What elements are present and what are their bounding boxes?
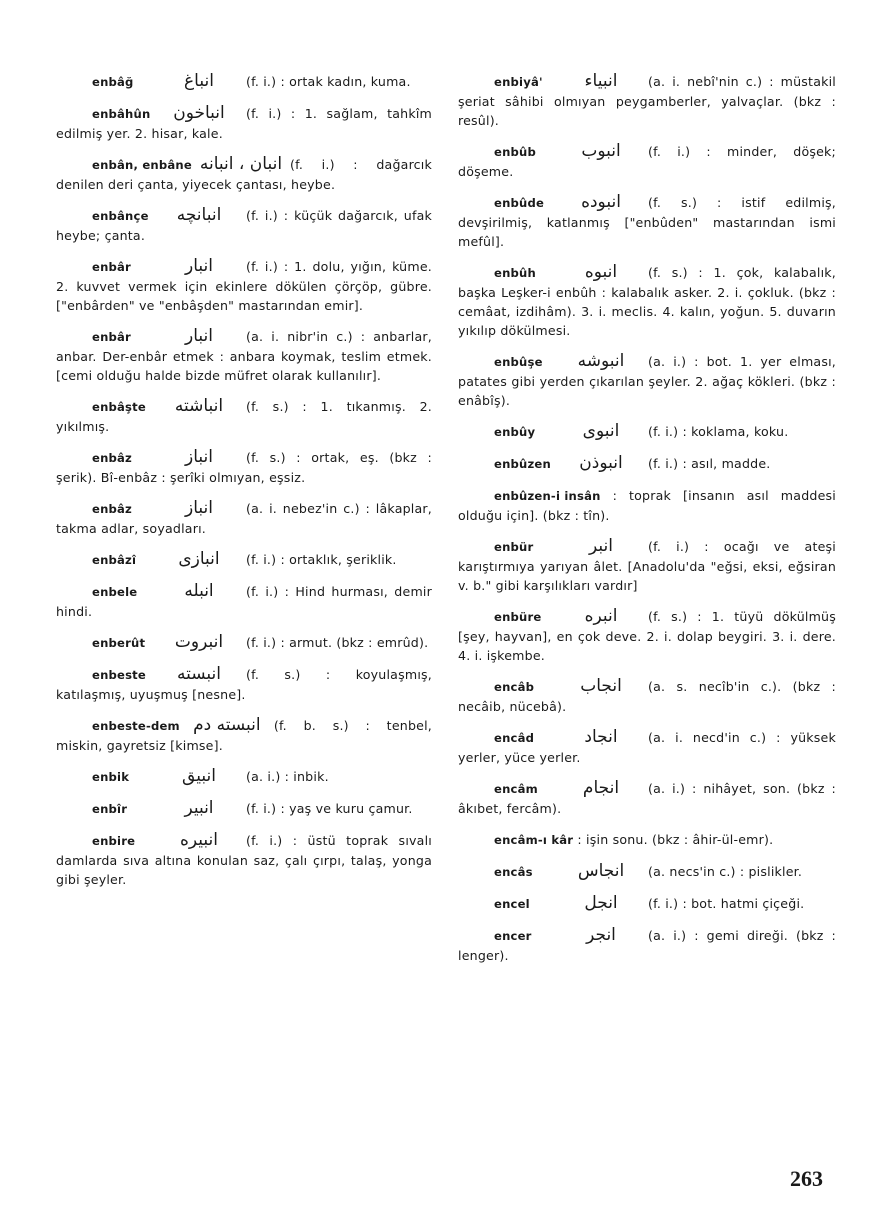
entry-arabic-script: انبسته دم: [193, 715, 261, 735]
entry-headword: enbûzen-i insân: [494, 489, 601, 503]
dictionary-entry: [56, 104, 432, 143]
dictionary-entry: [56, 716, 432, 755]
entry-arabic-script: انبیق: [182, 766, 216, 786]
dictionary-entry: [56, 767, 432, 787]
dictionary-entry: [458, 263, 836, 340]
entry-definition: (f. i.) : minder, döşek; döşeme.: [458, 144, 836, 179]
entry-headword: encâm-ı kâr: [494, 833, 574, 847]
entry-definition: (a. i. nibr'in c.) : anbarlar, anbar. Der-enbâr etmek : anbara koymak, teslim etmek. [cemi olduğu halde bizde müfret olarak kullanılır].: [56, 329, 432, 383]
entry-definition: (f. i.) : asıl, madde.: [648, 456, 771, 471]
dictionary-entry: [56, 499, 432, 538]
entry-arabic-script: انجر: [586, 925, 616, 945]
entry-headword: enbûde: [494, 196, 545, 210]
dictionary-entry: [56, 633, 432, 653]
entry-headword: enbân, enbâne: [92, 158, 192, 172]
entry-arabic-script: انبوذن: [579, 453, 623, 473]
entry-arabic-script: انبر: [589, 536, 613, 556]
dictionary-entry: [458, 830, 836, 850]
entry-headword: encâs: [494, 865, 533, 879]
entry-definition: (f. i.) : yaş ve kuru çamur.: [246, 801, 413, 816]
entry-headword: enberût: [92, 636, 146, 650]
dictionary-entry: [56, 448, 432, 487]
entry-arabic-script: انبله: [184, 581, 214, 601]
entry-arabic-script: انجاد: [584, 727, 618, 747]
entry-definition: (f. i.) : Hind hurması, demir hindi.: [56, 584, 432, 619]
dictionary-entry: [458, 728, 836, 767]
entry-definition: (f. i.) : armut. (bkz : emrûd).: [246, 635, 429, 650]
entry-arabic-script: انجل: [584, 893, 618, 913]
entry-arabic-script: انبیاء: [584, 71, 618, 91]
entry-arabic-script: انباغ: [184, 71, 214, 91]
dictionary-entry: [458, 486, 836, 525]
page-number: 263: [790, 1166, 823, 1191]
entry-headword: enbâhûn: [92, 107, 151, 121]
entry-headword: enbâğ: [92, 75, 134, 89]
entry-headword: encer: [494, 929, 532, 943]
entry-arabic-script: انبوی: [582, 421, 620, 441]
entry-headword: enbele: [92, 585, 138, 599]
dictionary-entry: [458, 779, 836, 818]
entry-arabic-script: انجاس: [577, 861, 625, 881]
dictionary-entry: [56, 72, 432, 92]
entry-headword: enbâr: [92, 260, 131, 274]
entry-arabic-script: انبوب: [581, 141, 621, 161]
entry-definition: (f. i.) : 1. sağlam, tahkîm edilmiş yer. 2. hisar, kale.: [56, 106, 432, 141]
entry-headword: enbûb: [494, 145, 536, 159]
entry-headword: enbûh: [494, 266, 536, 280]
entry-headword: enbîr: [92, 802, 128, 816]
entry-headword: enbûy: [494, 425, 536, 439]
entry-definition: (f. s.) : 1. tüyü dökülmüş [şey, hayvan], en çok deve. 2. i. dolap beygiri. 3. i. dere. 4. i. işkembe.: [458, 609, 836, 663]
dictionary-entry: [458, 894, 836, 914]
entry-definition: (f. i.) : 1. dolu, yığın, küme. 2. kuvvet vermek için ekinlere dökülen çörçöp, gübre. ["enbârden" ve "enbâşden" mastarından emir].: [56, 259, 432, 313]
dictionary-entry: [56, 397, 432, 436]
entry-headword: enbâz: [92, 502, 132, 516]
entry-headword: enbire: [92, 834, 136, 848]
entry-definition: (a. i. nebî'nin c.) : müstakil şeriat sâhibi olmıyan peygamberler, yalvaçlar. (bkz : resûl).: [458, 74, 836, 128]
entry-definition: (f. s.) : koyulaşmış, katılaşmış, uyuşmuş [nesne].: [56, 667, 432, 702]
entry-arabic-script: انبازی: [178, 549, 220, 569]
entry-definition: (f. i.) : ocağı ve ateşi karıştırmıya yarıyan âlet. [Anadolu'da "eğsi, eksi, eğsiran v. b." gibi karşılıkları vardır]: [458, 539, 836, 593]
entry-arabic-script: انبار: [185, 256, 213, 276]
entry-arabic-script: انبروت: [174, 632, 224, 652]
entry-definition: (f. i.) : dağarcık denilen deri çanta, yiyecek çantası, heybe.: [56, 157, 432, 192]
entry-definition: (f. s.) : istif edilmiş, devşirilmiş, katlanmış ["enbûden" mastarından ismi mefûl].: [458, 195, 836, 249]
entry-arabic-script: انجاب: [580, 676, 622, 696]
entry-headword: enbiyâ': [494, 75, 543, 89]
dictionary-entry: [458, 72, 836, 130]
entry-headword: enbûzen: [494, 457, 551, 471]
dictionary-entry: [458, 193, 836, 251]
dictionary-entry: [56, 665, 432, 704]
entry-arabic-script: انبار: [185, 326, 213, 346]
entry-definition: : toprak [insanın asıl maddesi olduğu için]. (bkz : tîn).: [458, 488, 836, 523]
entry-arabic-script: انبیر: [184, 798, 214, 818]
entry-definition: (f. i.) : ortak kadın, kuma.: [246, 74, 411, 89]
entry-definition: (a. i. necd'in c.) : yüksek yerler, yüce yerler.: [458, 730, 836, 765]
entry-definition: (a. i.) : nihâyet, son. (bkz : âkıbet, fercâm).: [458, 781, 836, 816]
dictionary-entry: [458, 926, 836, 965]
dictionary-entry: [458, 537, 836, 595]
entry-headword: encâd: [494, 731, 535, 745]
entry-headword: enbik: [92, 770, 130, 784]
left-column: [56, 72, 432, 901]
entry-definition: (a. i.) : gemi direği. (bkz : lenger).: [458, 928, 836, 963]
entry-definition: (a. s. necîb'in c.). (bkz : necâib, nücebâ).: [458, 679, 836, 714]
entry-headword: enbüre: [494, 610, 542, 624]
dictionary-entry: [458, 862, 836, 882]
entry-definition: (f. i.) : üstü toprak sıvalı damlarda sıva altına konulan saz, çalı çırpı, talaş, yonga gibi şeyler.: [56, 833, 432, 887]
dictionary-entry: [458, 422, 836, 442]
entry-headword: encâb: [494, 680, 535, 694]
entry-headword: enbür: [494, 540, 534, 554]
entry-definition: (f. i.) : bot. hatmi çiçeği.: [648, 896, 805, 911]
dictionary-entry: [458, 607, 836, 665]
entry-definition: (f. s.) : ortak, eş. (bkz : şerik). Bî-enbâz : şerîki olmıyan, eşsiz.: [56, 450, 432, 485]
entry-headword: encel: [494, 897, 530, 911]
right-column: [458, 72, 836, 977]
entry-headword: enbâr: [92, 330, 131, 344]
entry-arabic-script: انباشته: [174, 396, 224, 416]
entry-headword: enbâz: [92, 451, 132, 465]
dictionary-entry: [458, 677, 836, 716]
entry-arabic-script: انبوه: [584, 262, 618, 282]
entry-headword: enbâşte: [92, 400, 146, 414]
entry-definition: : işin sonu. (bkz : âhir-ül-emr).: [577, 832, 774, 847]
entry-arabic-script: انبسته: [177, 664, 221, 684]
entry-definition: (a. i.) : bot. 1. yer elması, patates gibi yerden çıkarılan şeyler. 2. ağaç kökleri. (bkz : enâbîş).: [458, 354, 836, 408]
entry-definition: (f. i.) : ortaklık, şeriklik.: [246, 552, 397, 567]
dictionary-entry: [56, 799, 432, 819]
dictionary-entry: [56, 257, 432, 315]
entry-arabic-script: انبانچه: [176, 205, 222, 225]
entry-headword: enbeste-dem: [92, 719, 180, 733]
dictionary-entry: [56, 327, 432, 385]
entry-arabic-script: انبوده: [581, 192, 621, 212]
entry-headword: enbûşe: [494, 355, 543, 369]
entry-arabic-script: انباز: [185, 498, 213, 518]
dictionary-entry: [56, 831, 432, 889]
entry-definition: (a. i. nebez'in c.) : lâkaplar, takma adlar, soyadları.: [56, 501, 432, 536]
entry-arabic-script: انباز: [185, 447, 213, 467]
entry-headword: enbeste: [92, 668, 146, 682]
entry-definition: (a. necs'in c.) : pislikler.: [648, 864, 803, 879]
dictionary-entry: [458, 142, 836, 181]
entry-arabic-script: انباخون: [173, 103, 225, 123]
entry-arabic-script: انبره: [584, 606, 618, 626]
entry-definition: (a. i.) : inbik.: [246, 769, 329, 784]
entry-definition: (f. s.) : 1. tıkanmış. 2. yıkılmış.: [56, 399, 432, 434]
dictionary-entry: [56, 582, 432, 621]
entry-definition: (f. i.) : küçük dağarcık, ufak heybe; çanta.: [56, 208, 432, 243]
entry-headword: encâm: [494, 782, 538, 796]
dictionary-entry: [56, 155, 432, 194]
entry-definition: (f. b. s.) : tenbel, miskin, gayretsiz [kimse].: [56, 718, 432, 753]
dictionary-entry: [458, 352, 836, 410]
entry-arabic-script: انبان ، انبانه: [199, 154, 283, 174]
entry-arabic-script: انبوشه: [577, 351, 625, 371]
dictionary-entry: [56, 206, 432, 245]
entry-arabic-script: انبیره: [179, 830, 218, 850]
dictionary-entry: [56, 550, 432, 570]
entry-headword: enbâzî: [92, 553, 137, 567]
entry-definition: (f. i.) : koklama, koku.: [648, 424, 789, 439]
entry-definition: (f. s.) : 1. çok, kalabalık, başka Leşker-i enbûh : kalabalık asker. 2. i. çokluk. (bkz : cemâat, izdihâm). 3. i. meclis. 4. kalın, yoğun. 5. duvarın yıkılıp dökülmesi.: [458, 265, 836, 338]
entry-arabic-script: انجام: [582, 778, 620, 798]
dictionary-entry: [458, 454, 836, 474]
entry-headword: enbânçe: [92, 209, 149, 223]
